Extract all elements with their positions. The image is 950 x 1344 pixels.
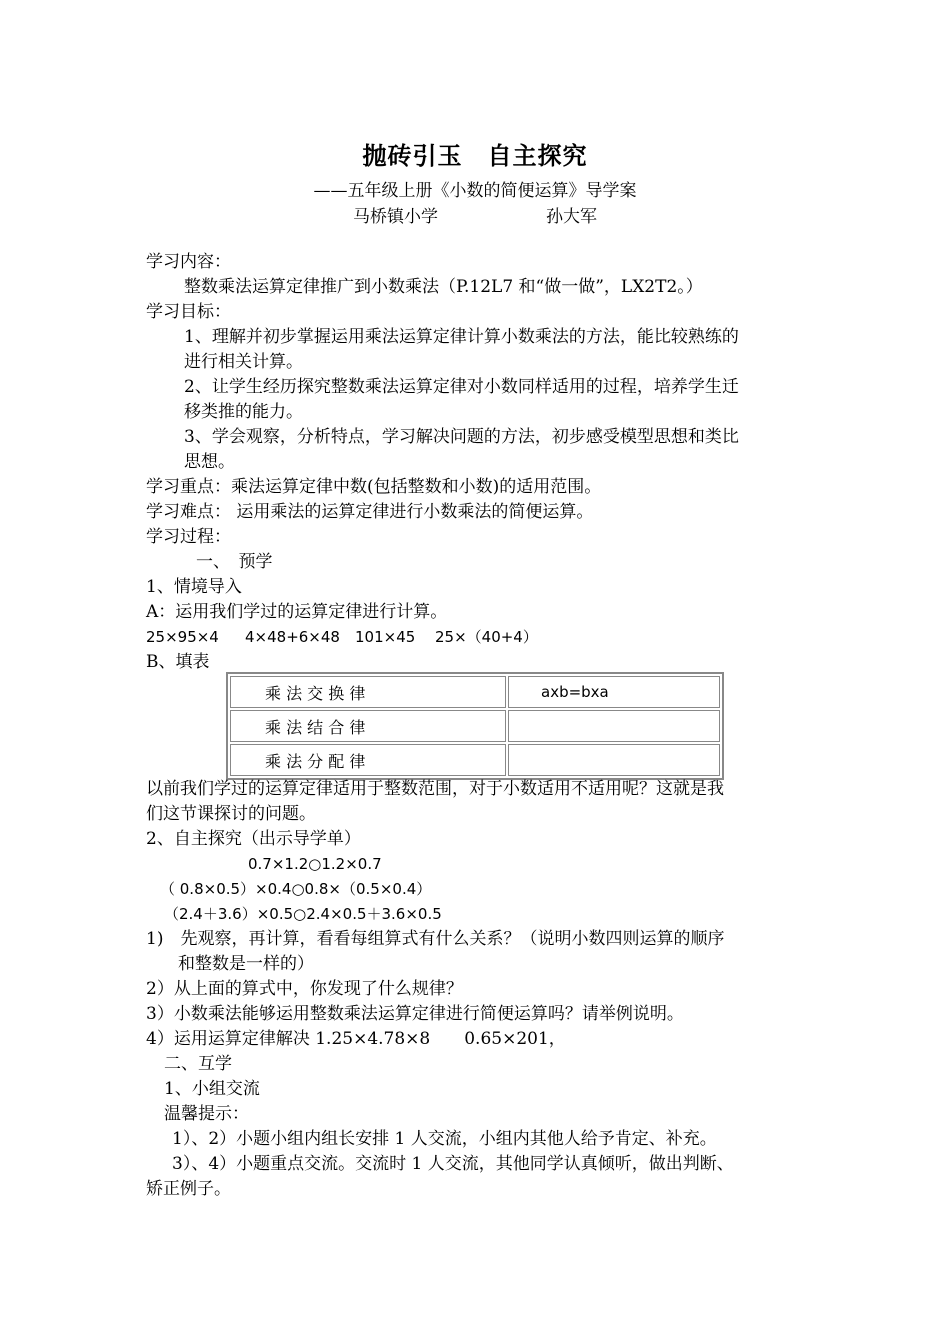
label-a: A：运用我们学过的运算定律进行计算。 [146,602,448,622]
key-point: 学习重点：乘法运算定律中数(包括整数和小数)的适用范围。 [146,477,602,497]
label-b: B、填表 [146,652,210,672]
law-name-cell: 乘 法 交 换 律 [230,676,506,708]
laws-table [226,672,724,780]
content-heading: 学习内容： [146,252,231,272]
expression-1: 0.7×1.2○1.2×0.7 [248,855,382,873]
tip-2-line-2: 矫正例子。 [146,1179,231,1199]
paragraph-line-2: 们这节课探讨的问题。 [146,804,316,824]
calc-expression: 4×48+6×48 [245,628,340,646]
goal-3-line-2: 思想。 [184,452,235,472]
tip-2-line-1: 3）、4）小题重点交流。交流时 1 人交流，其他同学认真倾听，做出判断、 [172,1154,734,1174]
question-1-line-2: 和整数是一样的） [178,954,314,974]
tip-1: 1）、2）小题小组内组长安排 1 人交流，小组内其他人给予肯定、补充。 [172,1129,717,1149]
calc-expression: 25×（40+4） [435,628,538,646]
table-row [230,710,720,742]
law-formula-cell [508,710,720,742]
question-3: 3）小数乘法能够运用整数乘法运算定律进行简便运算吗？请举例说明。 [146,1004,684,1024]
question-1-line-1: 1) 先观察，再计算，看看每组算式有什么关系？（说明小数四则运算的顺序 [146,929,725,949]
expression-2: （ 0.8×0.5）×0.4○0.8×（0.5×0.4） [160,880,432,898]
item-2-heading: 2、自主探究（出示导学单） [146,829,361,849]
law-name-cell: 乘 法 结 合 律 [230,710,506,742]
law-name-cell: 乘 法 分 配 律 [230,744,506,776]
table-row [230,676,720,708]
law-formula-cell: axb=bxa [508,676,720,708]
document-subtitle: ——五年级上册《小数的简便运算》导学案 [313,181,637,201]
expression-3: （2.4＋3.6）×0.5○2.4×0.5＋3.6×0.5 [164,905,442,923]
section-2-heading: 二、互学 [164,1054,232,1074]
process-heading: 学习过程： [146,527,231,547]
author-name: 孙大军 [546,207,597,227]
section-2-item-1: 1、小组交流 [164,1079,260,1099]
item-1-heading: 1、情境导入 [146,577,242,597]
document-title: 抛砖引玉 自主探究 [362,141,588,170]
content-text: 整数乘法运算定律推广到小数乘法（P.12L7 和“做一做”，LX2T2。） [184,277,703,297]
author-line [0,202,950,227]
author-school: 马桥镇小学 [353,207,438,227]
goal-3-line-1: 3、学会观察，分析特点，学习解决问题的方法，初步感受模型思想和类比 [184,427,739,447]
calc-expression: 25×95×4 [146,628,219,646]
calc-expression: 101×45 [355,628,416,646]
goal-1-line-1: 1、理解并初步掌握运用乘法运算定律计算小数乘法的方法，能比较熟练的 [184,327,739,347]
goal-2-line-2: 移类推的能力。 [184,402,303,422]
table-row [230,744,720,776]
difficulty-point: 学习难点： 运用乘法的运算定律进行小数乘法的简便运算。 [146,502,594,522]
question-2: 2）从上面的算式中，你发现了什么规律？ [146,979,463,999]
question-4: 4）运用运算定律解决 1.25×4.78×8 0.65×201， [146,1029,566,1049]
paragraph-line-1: 以前我们学过的运算定律适用于整数范围，对于小数适用不适用呢？这就是我 [146,779,724,799]
tip-heading: 温馨提示： [164,1104,249,1124]
goals-heading: 学习目标： [146,302,231,322]
goal-2-line-1: 2、让学生经历探究整数乘法运算定律对小数同样适用的过程，培养学生迁 [184,377,739,397]
law-formula-cell [508,744,720,776]
goal-1-line-2: 进行相关计算。 [184,352,303,372]
section-1-heading: 一、 预学 [196,552,273,572]
